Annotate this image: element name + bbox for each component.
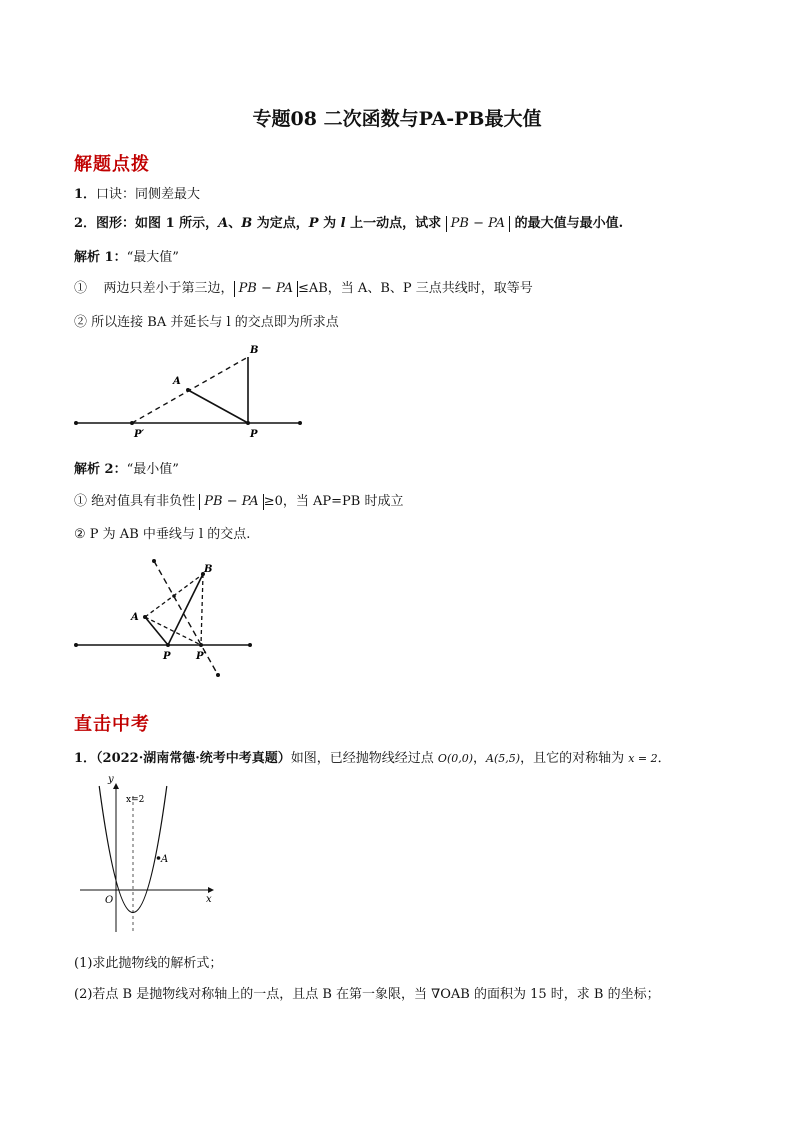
analysis-2-point-1-post: ≥0，当 AP=PB 时成立: [263, 494, 404, 509]
sub-question-2: (2)若点 B 是抛物线对称轴上的一点，且点 B 在第一象限，当 ∇OAB 的面积为 15 时，求 B 的坐标；: [74, 987, 660, 1002]
analysis-2-point-1: [74, 490, 403, 510]
segment-ap: [145, 617, 168, 645]
tip-item-2-mid1: 为定点，: [252, 216, 309, 231]
tip-item-2-sep: 、: [228, 216, 242, 231]
point-pprime: [130, 421, 134, 425]
tip-item-1-text: 口诀：同侧差最大: [96, 187, 201, 202]
analysis-1-point-2-text: 所以连接 BA 并延长与 l 的交点即为所求点: [91, 315, 339, 330]
page-title: 专题08 二次函数与PA-PB最大值: [252, 108, 542, 130]
label-p: P: [250, 429, 258, 440]
section-heading-tips: 解题点拨: [74, 154, 150, 175]
label-o: O: [105, 895, 114, 906]
dashed-segment-apprime: [145, 617, 201, 645]
point-a: [186, 388, 190, 392]
label-x: x: [206, 894, 212, 905]
bisector-bottom-end: [216, 673, 220, 677]
tip-item-1-number: 1．: [74, 187, 97, 202]
analysis-2-point-1-number: ①: [74, 494, 88, 509]
section-heading-exam: 直击中考: [74, 714, 150, 735]
analysis-1-label: 解析 1：: [74, 250, 127, 265]
analysis-2-point-2-text: P 为 AB 中垂线与 l 的交点.: [89, 527, 251, 542]
point-pprime: [199, 643, 203, 647]
label-pprime: P′: [196, 651, 207, 662]
tip-item-2-B: B: [241, 216, 253, 231]
abs-expression: PB − PA: [446, 216, 510, 232]
problem-1-mid: ，且它的对称轴为: [520, 751, 629, 766]
label-a: A: [173, 376, 181, 387]
sub-question-1: (1)求此抛物线的解析式；: [74, 956, 223, 971]
segment-ap: [188, 390, 248, 423]
problem-1-point-a: A(5,5): [486, 752, 521, 765]
label-pprime: P′: [134, 429, 145, 440]
tip-item-2-post: 的最大值与最小值.: [510, 216, 624, 231]
abs-expression: PB − PA: [199, 494, 263, 510]
problem-1-axis: x = 2: [628, 752, 658, 765]
point-a: [143, 615, 147, 619]
midpoint-ab: [172, 594, 176, 598]
analysis-2-point-1-pre: 绝对值具有非负性: [91, 494, 200, 509]
figure-parabola: [80, 776, 220, 936]
problem-1-number: 1．: [74, 751, 97, 766]
line-l-right-end: [248, 643, 252, 647]
analysis-2-point-2: [74, 523, 250, 542]
label-a: A: [161, 854, 169, 865]
analysis-1-point-1-number: ①: [74, 281, 88, 296]
point-p: [246, 421, 250, 425]
problem-1-source: （2022·湖南常德·统考中考真题）: [96, 751, 291, 766]
point-p: [166, 643, 170, 647]
abs-expression: PB − PA: [234, 281, 298, 297]
segment-pb: [168, 574, 203, 645]
line-l-left-end: [74, 421, 78, 425]
tip-item-2-mid3: 上一动点，试求: [345, 216, 446, 231]
tip-item-2-number: 2．: [74, 216, 97, 231]
label-b: B: [250, 345, 259, 356]
analysis-1-point-1-post: ≤AB，当 A、B、P 三点共线时，取等号: [297, 281, 533, 296]
analysis-2-point-2-number: ②: [74, 527, 86, 542]
analysis-1-point-2: [74, 311, 339, 330]
bisector-top-end: [152, 559, 156, 563]
point-a: [157, 856, 161, 860]
problem-1-point-o: O(0,0): [437, 752, 474, 765]
analysis-2-heading: [74, 458, 179, 477]
label-y: y: [108, 776, 114, 785]
analysis-1-point-2-number: ②: [74, 315, 88, 330]
line-l-left-end: [74, 643, 78, 647]
label-b: B: [204, 564, 213, 575]
analysis-1-point-1: [74, 277, 533, 297]
tip-item-2-A: A: [218, 216, 229, 231]
problem-1-pre: 如图，已经抛物线经过点: [290, 751, 438, 766]
line-l-right-end: [298, 421, 302, 425]
analysis-1-point-1-pre: 两边只差小于第三边，: [103, 281, 234, 296]
problem-1-sep: ，: [473, 751, 487, 766]
x-axis-arrow-icon: [208, 887, 214, 893]
tip-item-2-l: l: [340, 216, 346, 231]
tip-item-2: [74, 212, 623, 232]
problem-1-statement: [74, 747, 671, 766]
label-a: A: [131, 612, 139, 623]
tip-item-2-P: P: [308, 216, 319, 231]
analysis-2-quote: “最小值”: [126, 462, 179, 477]
figure-max-value: [70, 340, 310, 444]
dashed-segment-bpprime: [201, 574, 203, 645]
figure-min-value: [70, 553, 260, 683]
y-axis-arrow-icon: [113, 783, 119, 789]
analysis-2-label: 解析 2：: [74, 462, 127, 477]
label-axis-of-symmetry: x=2: [126, 795, 145, 805]
analysis-1-heading: [74, 246, 179, 265]
tip-item-2-mid2: 为: [318, 216, 341, 231]
tip-item-1: [74, 183, 200, 202]
analysis-1-quote: “最大值”: [126, 250, 179, 265]
label-p: P: [163, 651, 171, 662]
tip-item-2-pre: 图形：如图 1 所示，: [96, 216, 219, 231]
problem-1-post: ．: [657, 751, 671, 766]
